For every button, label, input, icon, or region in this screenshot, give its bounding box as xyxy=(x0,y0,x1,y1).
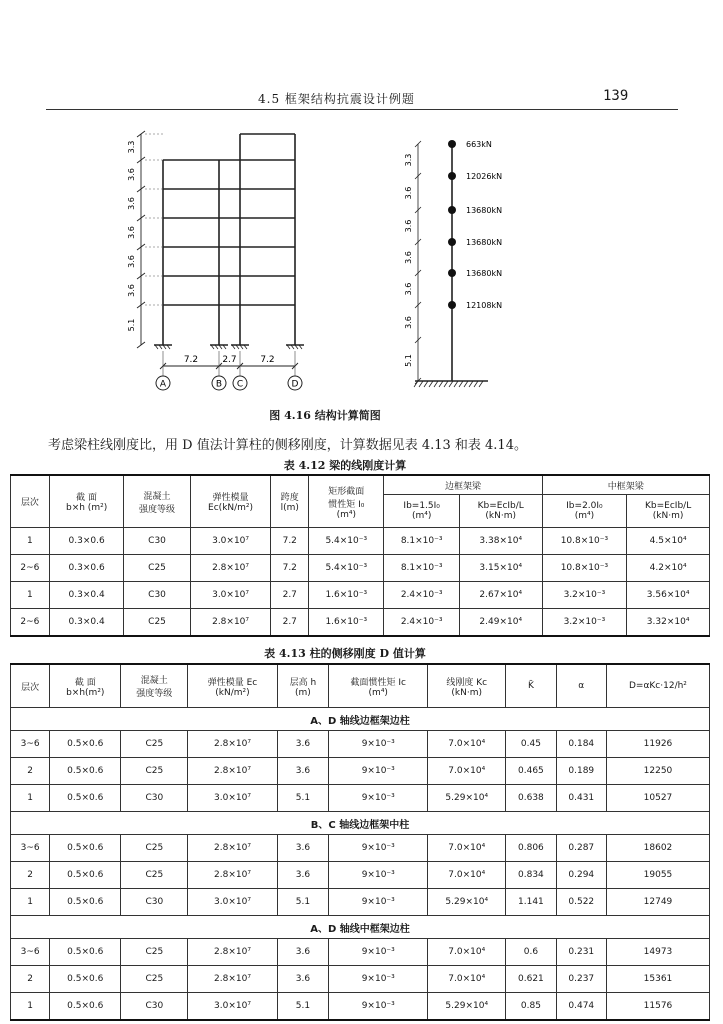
table-cell: C25 xyxy=(124,609,190,637)
table-cell: 12250 xyxy=(606,758,709,785)
concrete-label2: 强度等级 xyxy=(136,689,173,699)
table-cell: 5.29×10⁴ xyxy=(428,889,506,916)
table-cell: 9×10⁻³ xyxy=(329,889,428,916)
table-cell: 2.8×10⁷ xyxy=(188,758,277,785)
axis-label: C xyxy=(236,379,244,390)
story-height-label: 3.6 xyxy=(404,219,413,233)
table-row xyxy=(11,889,710,916)
table-cell: 10.8×10⁻³ xyxy=(542,555,627,582)
table-cell: 0.45 xyxy=(506,731,556,758)
story-height-label: 3.6 xyxy=(404,316,413,329)
section-label: 截 面 xyxy=(76,493,98,503)
table-cell: 2.8×10⁷ xyxy=(188,731,277,758)
table-cell: 2.8×10⁷ xyxy=(188,966,277,993)
mass-point xyxy=(448,269,456,277)
table-cell: 0.231 xyxy=(556,939,606,966)
table-cell: 7.0×10⁴ xyxy=(428,758,506,785)
table-cell: 1 xyxy=(11,528,50,555)
table-cell: 0.3×0.4 xyxy=(49,609,124,637)
story-height-label: 3.6 xyxy=(127,284,136,297)
col-header-concrete xyxy=(121,664,188,708)
group-title: A、D 轴线中框架边柱 xyxy=(11,916,710,939)
group-header-row xyxy=(11,916,710,939)
table-cell: C25 xyxy=(124,555,190,582)
col-header-section xyxy=(49,475,124,528)
col-header-kb-mid xyxy=(627,495,710,528)
table-cell: 2.49×10⁴ xyxy=(459,609,542,637)
table-cell: 9×10⁻³ xyxy=(329,862,428,889)
structure-diagram xyxy=(0,0,723,420)
body-paragraph: 考虑梁柱线刚度比，用 D 值法计算柱的侧移刚度，计算数据见表 4.13 和表 4.14。 xyxy=(48,438,527,453)
table-cell: 18602 xyxy=(606,835,709,862)
table-cell: 0.189 xyxy=(556,758,606,785)
table-cell: 3~6 xyxy=(11,939,50,966)
table-cell: 2.7 xyxy=(271,609,309,637)
inertia-label: 矩形截面 xyxy=(328,486,365,497)
table-cell: 2~6 xyxy=(11,555,50,582)
table-cell: 11926 xyxy=(606,731,709,758)
ib-mid-unit: (m⁴) xyxy=(574,511,595,521)
table-cell: C30 xyxy=(121,889,188,916)
table-cell: 12749 xyxy=(606,889,709,916)
table-row xyxy=(11,582,710,609)
mass-load-label: 12026kN xyxy=(466,172,503,181)
table-cell: C30 xyxy=(124,582,190,609)
modulus-label: 弹性模量 Ec xyxy=(207,677,258,688)
section-title: 4.5 框架结构抗震设计例题 xyxy=(258,92,415,106)
table-cell: 11576 xyxy=(606,993,709,1021)
figure-caption: 图 4.16 结构计算简图 xyxy=(269,409,381,422)
table-cell: 3.0×10⁷ xyxy=(188,993,277,1021)
table-row xyxy=(11,862,710,889)
concrete-label: 混凝土 xyxy=(140,676,168,686)
table-cell: 0.474 xyxy=(556,993,606,1021)
table-cell: 0.237 xyxy=(556,966,606,993)
axis-label: B xyxy=(215,379,223,390)
table-cell: 8.1×10⁻³ xyxy=(384,528,459,555)
col-header-kc xyxy=(428,664,506,708)
table-cell: 1.6×10⁻³ xyxy=(309,609,384,637)
kb-mid-label: Kb=EcIb/L xyxy=(645,501,692,511)
table-row xyxy=(11,966,710,993)
table-cell: 9×10⁻³ xyxy=(329,835,428,862)
table-cell: 0.522 xyxy=(556,889,606,916)
table-cell: 0.6 xyxy=(506,939,556,966)
table-cell: 2.8×10⁷ xyxy=(190,609,271,637)
table-cell: 3.2×10⁻³ xyxy=(542,609,627,637)
table-cell: 0.5×0.6 xyxy=(50,835,121,862)
span-label: 7.2 xyxy=(260,355,275,365)
ib-edge-label: Ib=1.5I₀ xyxy=(403,501,440,511)
table-cell: C25 xyxy=(121,939,188,966)
ground-hatch xyxy=(454,381,458,387)
table-cell: 3.32×10⁴ xyxy=(627,609,710,637)
table-cell: 9×10⁻³ xyxy=(329,993,428,1021)
col-header-section xyxy=(50,664,121,708)
table-cell: 2.8×10⁷ xyxy=(188,835,277,862)
mass-load-label: 13680kN xyxy=(466,269,503,278)
ground-hatch xyxy=(479,381,483,387)
beam-stiffness-table xyxy=(10,474,710,637)
table-cell: 5.1 xyxy=(277,889,329,916)
stick-model xyxy=(404,140,502,387)
mass-point xyxy=(448,238,456,246)
col-header-inertia xyxy=(309,475,384,528)
section-label: 截 面 xyxy=(74,677,96,688)
ground-hatch xyxy=(474,381,478,387)
story-height-label: 3.6 xyxy=(127,197,136,210)
table-cell: 1.141 xyxy=(506,889,556,916)
table-cell: 7.0×10⁴ xyxy=(428,731,506,758)
group-header-row xyxy=(11,708,710,731)
table-cell: 5.1 xyxy=(277,993,329,1021)
table-cell: 7.2 xyxy=(271,528,309,555)
table-cell: 1 xyxy=(11,785,50,812)
frame-elevation xyxy=(127,131,304,390)
ground-hatch xyxy=(444,381,448,387)
table-cell: 1 xyxy=(11,582,50,609)
table-cell: 0.638 xyxy=(506,785,556,812)
table-cell: 2.8×10⁷ xyxy=(190,555,271,582)
table-cell: 4.2×10⁴ xyxy=(627,555,710,582)
col-header-ib-edge xyxy=(384,495,459,528)
col-header-modulus xyxy=(190,475,271,528)
table-cell: 3.6 xyxy=(277,758,329,785)
ic-unit: (m⁴) xyxy=(368,687,388,698)
table-row xyxy=(11,555,710,582)
table-cell: 0.5×0.6 xyxy=(50,939,121,966)
mass-point xyxy=(448,172,456,180)
col-header-height xyxy=(277,664,329,708)
table-cell: 9×10⁻³ xyxy=(329,731,428,758)
table-cell: 3.15×10⁴ xyxy=(459,555,542,582)
table-cell: 0.465 xyxy=(506,758,556,785)
column-d-value-table xyxy=(10,663,710,1021)
table-cell: 5.4×10⁻³ xyxy=(309,528,384,555)
ic-label: 截面惯性矩 Ic xyxy=(350,677,406,688)
col-header-floor: 层次 xyxy=(11,475,50,528)
col-header-modulus xyxy=(188,664,277,708)
mass-point xyxy=(448,301,456,309)
table-cell: 0.5×0.6 xyxy=(50,862,121,889)
table-cell: 0.431 xyxy=(556,785,606,812)
table-cell: 2.8×10⁷ xyxy=(188,862,277,889)
table-4-13-title: 表 4.13 柱的侧移刚度 D 值计算 xyxy=(264,647,426,660)
table-cell: 0.85 xyxy=(506,993,556,1021)
table-cell: C25 xyxy=(121,862,188,889)
axis-label: A xyxy=(159,379,167,390)
col-header-kb-edge xyxy=(459,495,542,528)
table-cell: 5.29×10⁴ xyxy=(428,993,506,1021)
table-cell: 0.5×0.6 xyxy=(50,731,121,758)
table-cell: C30 xyxy=(121,785,188,812)
kb-edge-unit: (kN·m) xyxy=(485,511,517,521)
table-cell: 15361 xyxy=(606,966,709,993)
story-height-label: 3.6 xyxy=(404,251,413,264)
table-cell: 1.6×10⁻³ xyxy=(309,582,384,609)
mass-load-label: 12108kN xyxy=(466,301,503,310)
col-group-edge-beam: 边框架梁 xyxy=(384,475,542,495)
height-unit: (m) xyxy=(295,687,311,698)
table-cell: C30 xyxy=(121,993,188,1021)
col-header-span xyxy=(271,475,309,528)
table-cell: 0.5×0.6 xyxy=(50,889,121,916)
table-cell: 7.0×10⁴ xyxy=(428,966,506,993)
table-cell: 0.3×0.6 xyxy=(49,555,124,582)
axis-label: D xyxy=(291,379,299,390)
table-cell: 10527 xyxy=(606,785,709,812)
table-cell: 3~6 xyxy=(11,731,50,758)
table-cell: 2.4×10⁻³ xyxy=(384,582,459,609)
table-cell: 2.4×10⁻³ xyxy=(384,609,459,637)
concrete-label: 混凝土 xyxy=(143,491,171,502)
table-cell: 9×10⁻³ xyxy=(329,966,428,993)
group-title: A、D 轴线边框架边柱 xyxy=(11,708,710,731)
table-cell: 5.29×10⁴ xyxy=(428,785,506,812)
story-height-label: 5.1 xyxy=(127,318,136,332)
span-unit: l(m) xyxy=(280,503,299,513)
group-header-row xyxy=(11,812,710,835)
mass-point xyxy=(448,140,456,148)
kc-label: 线刚度 Kc xyxy=(446,677,488,688)
table-cell: C25 xyxy=(121,966,188,993)
table-cell: 2.7 xyxy=(271,582,309,609)
mass-load-label: 13680kN xyxy=(466,206,503,215)
span-label: 2.7 xyxy=(222,355,237,365)
table-cell: C30 xyxy=(124,528,190,555)
table-cell: 0.294 xyxy=(556,862,606,889)
ground-hatch xyxy=(424,381,428,387)
modulus-unit: Ec(kN/m²) xyxy=(208,503,254,513)
mass-load-label: 663kN xyxy=(466,140,492,149)
table-cell: 3.0×10⁷ xyxy=(190,582,271,609)
table-cell: 3.38×10⁴ xyxy=(459,528,542,555)
table-cell: 3.6 xyxy=(277,862,329,889)
concrete-label2: 强度等级 xyxy=(139,504,176,515)
table-cell: 19055 xyxy=(606,862,709,889)
table-cell: 0.3×0.6 xyxy=(49,528,124,555)
table-cell: 7.2 xyxy=(271,555,309,582)
table-cell: 5.4×10⁻³ xyxy=(309,555,384,582)
col-header-kbar: K̄ xyxy=(506,664,556,708)
table-cell: 0.3×0.4 xyxy=(49,582,124,609)
table-cell: 0.184 xyxy=(556,731,606,758)
ib-edge-unit: (m⁴) xyxy=(411,511,432,521)
ground-hatch xyxy=(434,381,438,387)
span-label: 跨度 xyxy=(280,493,299,503)
table-cell: 7.0×10⁴ xyxy=(428,835,506,862)
inertia-unit: (m⁴) xyxy=(336,509,356,520)
table-row xyxy=(11,785,710,812)
table-cell: 1 xyxy=(11,889,50,916)
ib-mid-label: Ib=2.0I₀ xyxy=(566,501,603,511)
table-cell: 2.67×10⁴ xyxy=(459,582,542,609)
col-header-d: D=αKc·12/h² xyxy=(606,664,709,708)
table-cell: 0.5×0.6 xyxy=(50,785,121,812)
table-cell: 0.5×0.6 xyxy=(50,758,121,785)
col-header-floor: 层次 xyxy=(11,664,50,708)
ground-hatch xyxy=(469,381,473,387)
table-cell: 2~6 xyxy=(11,609,50,637)
kb-mid-unit: (kN·m) xyxy=(652,511,684,521)
table-cell: 0.621 xyxy=(506,966,556,993)
table-cell: 7.0×10⁴ xyxy=(428,862,506,889)
table-cell: 0.806 xyxy=(506,835,556,862)
table-cell: 3.6 xyxy=(277,939,329,966)
table-cell: 2 xyxy=(11,966,50,993)
table-cell: C25 xyxy=(121,758,188,785)
table-row xyxy=(11,758,710,785)
table-cell: 4.5×10⁴ xyxy=(627,528,710,555)
group-title: B、C 轴线边框架中柱 xyxy=(11,812,710,835)
height-label: 层高 h xyxy=(289,677,317,688)
table-cell: 2 xyxy=(11,758,50,785)
table-cell: 2.8×10⁷ xyxy=(188,939,277,966)
section-unit: b×h(m²) xyxy=(66,687,105,698)
ground-hatch xyxy=(419,381,423,387)
table-cell: 2 xyxy=(11,862,50,889)
modulus-unit: (kN/m²) xyxy=(215,687,250,698)
ground-hatch xyxy=(449,381,453,387)
table-row xyxy=(11,835,710,862)
table-cell: 3.6 xyxy=(277,731,329,758)
inertia-label2: 惯性矩 I₀ xyxy=(328,499,365,510)
story-height-label: 3.3 xyxy=(404,153,413,167)
table-row xyxy=(11,609,710,637)
col-group-mid-beam: 中框架梁 xyxy=(542,475,709,495)
story-height-label: 5.1 xyxy=(404,354,413,367)
col-header-ib-mid xyxy=(542,495,627,528)
table-cell: 0.287 xyxy=(556,835,606,862)
story-height-label: 3.6 xyxy=(127,226,136,239)
table-cell: 1 xyxy=(11,993,50,1021)
table-cell: 3.56×10⁴ xyxy=(627,582,710,609)
kb-edge-label: Kb=EcIb/L xyxy=(477,501,524,511)
table-cell: 3.0×10⁷ xyxy=(188,889,277,916)
table-cell: 3~6 xyxy=(11,835,50,862)
story-height-label: 3.6 xyxy=(404,186,413,200)
story-height-label: 3.6 xyxy=(127,168,136,181)
kc-unit: (kN·m) xyxy=(451,687,483,698)
modulus-label: 弹性模量 xyxy=(212,493,249,503)
table-cell: 9×10⁻³ xyxy=(329,785,428,812)
table-cell: 14973 xyxy=(606,939,709,966)
table-cell: 0.5×0.6 xyxy=(50,966,121,993)
mass-load-label: 13680kN xyxy=(466,238,503,247)
col-header-concrete xyxy=(124,475,190,528)
page-number: 139 xyxy=(603,88,629,104)
mass-point xyxy=(448,206,456,214)
ground-hatch xyxy=(459,381,463,387)
table-cell: 9×10⁻³ xyxy=(329,758,428,785)
table-cell: 10.8×10⁻³ xyxy=(542,528,627,555)
table-cell: 3.0×10⁷ xyxy=(190,528,271,555)
table-cell: 5.1 xyxy=(277,785,329,812)
story-height-label: 3.3 xyxy=(127,140,136,154)
story-height-label: 3.6 xyxy=(127,255,136,268)
table-row xyxy=(11,939,710,966)
table-cell: 9×10⁻³ xyxy=(329,939,428,966)
table-cell: 0.5×0.6 xyxy=(50,993,121,1021)
table-cell: 0.834 xyxy=(506,862,556,889)
table-cell: 3.2×10⁻³ xyxy=(542,582,627,609)
table-cell: 3.6 xyxy=(277,835,329,862)
table-row xyxy=(11,993,710,1021)
span-label: 7.2 xyxy=(183,355,199,365)
table-cell: 7.0×10⁴ xyxy=(428,939,506,966)
table-4-12-title: 表 4.12 梁的线刚度计算 xyxy=(283,459,407,472)
table-cell: C25 xyxy=(121,835,188,862)
ground-hatch xyxy=(439,381,443,387)
ground-hatch xyxy=(464,381,468,387)
table-cell: 3.6 xyxy=(277,966,329,993)
story-height-label: 3.6 xyxy=(404,282,413,296)
table-row xyxy=(11,528,710,555)
table-row xyxy=(11,731,710,758)
col-header-ic xyxy=(329,664,428,708)
table-cell: C25 xyxy=(121,731,188,758)
table-cell: 8.1×10⁻³ xyxy=(384,555,459,582)
table-cell: 3.0×10⁷ xyxy=(188,785,277,812)
section-unit: b×h (m²) xyxy=(65,503,108,513)
col-header-alpha: α xyxy=(556,664,606,708)
ground-hatch xyxy=(429,381,433,387)
